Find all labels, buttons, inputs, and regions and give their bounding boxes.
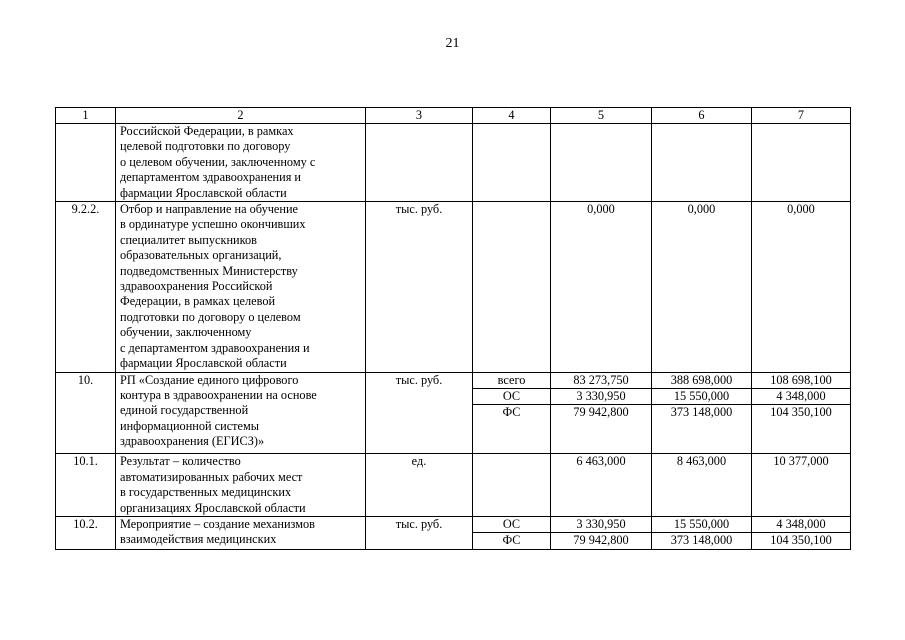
source-cell: ОС [473, 516, 551, 532]
row-description: Мероприятие – создание механизмов взаимодействия медицинских [116, 516, 366, 549]
unit-cell [366, 124, 473, 202]
unit-cell: ед. [366, 454, 473, 517]
value-cell: 104 350,100 [752, 405, 851, 454]
row-number-cell: 9.2.2. [56, 202, 116, 372]
value-cell: 4 348,000 [752, 516, 851, 532]
column-header: 7 [752, 108, 851, 124]
value-cell: 15 550,000 [652, 516, 752, 532]
data-table [55, 107, 851, 550]
column-header: 6 [652, 108, 752, 124]
table-row [56, 124, 851, 202]
value-cell: 373 148,000 [652, 405, 752, 454]
unit-cell: тыс. руб. [366, 202, 473, 372]
value-cell [652, 124, 752, 202]
row-description: Результат – количество автоматизированных рабочих мест в государственных медицинских организациях Ярославской области [116, 454, 366, 517]
value-cell: 15 550,000 [652, 388, 752, 404]
source-cell: ФС [473, 405, 551, 454]
row-description: Российской Федерации, в рамках целевой подготовки по договору о целевом обучении, заключенному с департаментом здравоохранения и фармации Ярославской области [116, 124, 366, 202]
table-row [56, 454, 851, 517]
value-cell: 388 698,000 [652, 372, 752, 388]
value-cell: 373 148,000 [652, 533, 752, 549]
row-description: Отбор и направление на обучение в ординатуре успешно окончивших специалитет выпускников образовательных организаций, подведомственных Министерству здравоохранения Российской Федерации, в рамках целевой подготовки по договору о целевом обучении, заключенному с департаментом здравоохранения и фармации Ярославской области [116, 202, 366, 372]
table-row [56, 202, 851, 372]
page-number: 21 [445, 36, 460, 51]
value-cell: 0,000 [652, 202, 752, 372]
table-header-row [56, 108, 851, 124]
value-cell: 104 350,100 [752, 533, 851, 549]
value-cell: 108 698,100 [752, 372, 851, 388]
table-row [56, 372, 851, 388]
column-header: 5 [551, 108, 652, 124]
value-cell: 0,000 [752, 202, 851, 372]
row-description: РП «Создание единого цифрового контура в здравоохранении на основе единой государственной информационной системы здравоохранения (ЕГИСЗ)» [116, 372, 366, 454]
value-cell: 3 330,950 [551, 516, 652, 532]
value-cell: 4 348,000 [752, 388, 851, 404]
value-cell [551, 124, 652, 202]
value-cell: 0,000 [551, 202, 652, 372]
source-cell: ФС [473, 533, 551, 549]
column-header: 2 [116, 108, 366, 124]
value-cell: 6 463,000 [551, 454, 652, 517]
value-cell [752, 124, 851, 202]
unit-cell: тыс. руб. [366, 372, 473, 454]
column-header: 1 [56, 108, 116, 124]
value-cell: 3 330,950 [551, 388, 652, 404]
row-number-cell: 10. [56, 372, 116, 454]
column-header: 4 [473, 108, 551, 124]
value-cell: 8 463,000 [652, 454, 752, 517]
row-number-cell: 10.2. [56, 516, 116, 549]
value-cell: 79 942,800 [551, 405, 652, 454]
source-cell [473, 202, 551, 372]
source-cell: всего [473, 372, 551, 388]
value-cell: 79 942,800 [551, 533, 652, 549]
source-cell [473, 454, 551, 517]
source-cell [473, 124, 551, 202]
value-cell: 83 273,750 [551, 372, 652, 388]
source-cell: ОС [473, 388, 551, 404]
row-number-cell [56, 124, 116, 202]
row-number-cell: 10.1. [56, 454, 116, 517]
value-cell: 10 377,000 [752, 454, 851, 517]
unit-cell: тыс. руб. [366, 516, 473, 549]
column-header: 3 [366, 108, 473, 124]
table-row [56, 516, 851, 532]
